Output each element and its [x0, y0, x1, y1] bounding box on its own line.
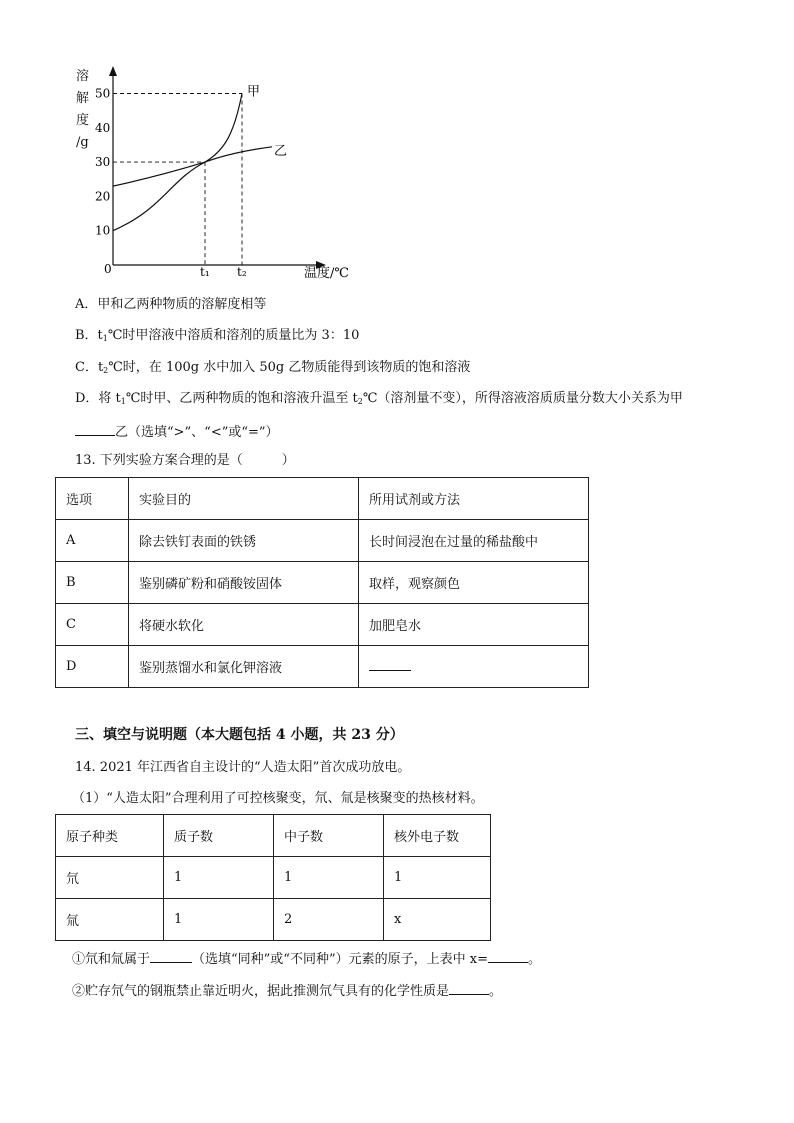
table-row — [56, 562, 589, 604]
line2-post: 。 — [489, 984, 503, 999]
answer-blank[interactable] — [488, 950, 528, 963]
table-row — [56, 899, 491, 941]
x-tick-label: t₂ — [237, 265, 247, 279]
table-cell: 长时间浸泡在过量的稀盐酸中 — [359, 520, 589, 562]
table-row — [56, 646, 589, 688]
header-cell: 所用试剂或方法 — [359, 478, 589, 520]
header-cell: 选项 — [56, 478, 129, 520]
series-label-jia: 甲 — [247, 84, 261, 100]
table-cell: 2 — [274, 899, 384, 941]
option-c-pre: C．t — [75, 360, 104, 375]
table-cell: 氚 — [56, 899, 164, 941]
table-cell — [359, 646, 589, 688]
table-cell: 除去铁钉表面的铁锈 — [129, 520, 359, 562]
table-cell: A — [56, 520, 129, 562]
series-label-yi: 乙 — [274, 143, 288, 159]
y-tick-label: 10 — [95, 223, 111, 238]
header-cell: 实验目的 — [129, 478, 359, 520]
table-cell: 鉴别蒸馏水和氯化钾溶液 — [129, 646, 359, 688]
y-axis-arrow — [109, 66, 117, 76]
table-row — [56, 857, 491, 899]
table-cell: B — [56, 562, 129, 604]
table-cell: 1 — [164, 899, 274, 941]
table-header-row — [56, 815, 491, 857]
origin-label: 0 — [104, 262, 112, 276]
q13-table — [55, 477, 589, 688]
option-d-line2: 乙（选填“>”、“<”或“=”） — [115, 425, 279, 440]
header-cell: 原子种类 — [56, 815, 164, 857]
answer-blank[interactable] — [75, 423, 115, 436]
table-cell: C — [56, 604, 129, 646]
header-cell: 中子数 — [274, 815, 384, 857]
option-d-pre: D．将 t — [75, 391, 121, 406]
q12-option-c — [75, 360, 470, 379]
answer-blank[interactable] — [150, 950, 192, 963]
q12-option-d — [75, 391, 683, 410]
option-b-sub: 1 — [102, 334, 108, 343]
answer-blank[interactable] — [449, 982, 489, 995]
table-cell: D — [56, 646, 129, 688]
solubility-chart — [60, 62, 380, 287]
table-cell: x — [384, 899, 491, 941]
table-cell: 1 — [384, 857, 491, 899]
table-cell: 1 — [164, 857, 274, 899]
q14-intro: 14. 2021 年江西省自主设计的“人造太阳”首次成功放电。 — [75, 760, 411, 775]
header-cell: 质子数 — [164, 815, 274, 857]
q14-sub1: （1）“人造太阳”合理利用了可控核聚变，氘、氚是核聚变的热核材料。 — [72, 791, 484, 806]
line1-pre: ①氘和氚属于 — [72, 952, 151, 967]
option-d-sub1: 1 — [120, 397, 126, 406]
x-axis-label: 温度/℃ — [304, 266, 349, 281]
q14-line2 — [72, 982, 502, 1000]
line1-post: 。 — [527, 952, 541, 967]
q12-option-a: A．甲和乙两种物质的溶解度相等 — [75, 297, 267, 312]
table-cell: 1 — [274, 857, 384, 899]
table-cell: 鉴别磷矿粉和硝酸铵固体 — [129, 562, 359, 604]
q13-title: 13. 下列实验方案合理的是（ ） — [75, 453, 295, 468]
option-b-pre: B．t — [75, 328, 103, 343]
table-cell: 氘 — [56, 857, 164, 899]
option-c-post: ℃时，在 100g 水中加入 50g 乙物质能得到该物质的饱和溶液 — [108, 360, 471, 375]
table-row — [56, 604, 589, 646]
option-d-mid: ℃时甲、乙两种物质的饱和溶液升温至 t — [125, 391, 358, 406]
section-heading: 三、填空与说明题（本大题包括 4 小题，共 23 分） — [75, 727, 404, 743]
series-line-yi — [113, 147, 272, 186]
y-tick-label: 30 — [95, 155, 111, 170]
option-b-post: ℃时甲溶液中溶质和溶剂的质量比为 3：10 — [107, 328, 360, 343]
q14-table — [55, 814, 491, 941]
y-tick-label: 50 — [95, 86, 111, 101]
y-tick-label: 40 — [95, 120, 111, 135]
table-cell: 将硬水软化 — [129, 604, 359, 646]
line1-mid: （选填“同种”或“不同种”）元素的原子，上表中 x= — [192, 952, 488, 967]
x-tick-label: t₁ — [200, 265, 210, 279]
answer-blank[interactable] — [369, 658, 411, 671]
table-row — [56, 520, 589, 562]
option-c-sub: 2 — [103, 366, 109, 375]
table-cell: 取样，观察颜色 — [359, 562, 589, 604]
q12-option-d-line2 — [75, 423, 279, 441]
q12-option-b — [75, 328, 359, 347]
option-d-sub2: 2 — [357, 397, 363, 406]
q14-line1 — [72, 950, 541, 968]
header-cell: 核外电子数 — [384, 815, 491, 857]
y-tick-label: 20 — [95, 189, 111, 204]
line2-pre: ②贮存氘气的钢瓶禁止靠近明火，据此推测氘气具有的化学性质是 — [72, 984, 450, 999]
y-axis-label: 溶解度/g — [76, 69, 90, 150]
table-header-row — [56, 478, 589, 520]
table-cell: 加肥皂水 — [359, 604, 589, 646]
option-d-post: ℃（溶剂量不变），所得溶液溶质质量分数大小关系为甲 — [362, 391, 683, 406]
